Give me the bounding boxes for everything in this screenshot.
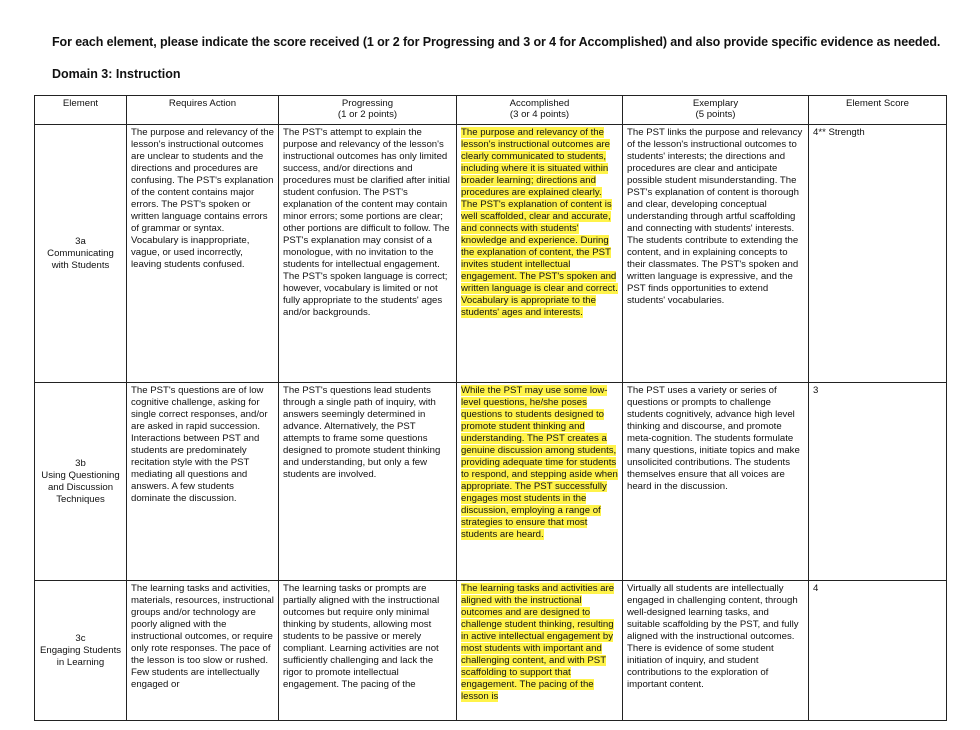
element-name: Using Questioning and Discussion Techniques xyxy=(41,469,120,505)
progressing-cell: The PST's attempt to explain the purpose and relevancy of the lesson's instructional outcomes has only limited success, and/or directions and procedures must be clarified after initial student confusion. The PST's explanation of the content may contain minor errors; some portions are clear; other portions are difficult to follow. The PST's explanation may consist of a monologue, with no invitation to the students for intellectual engagement. The PST's spoken language is correct; however, vocabulary is limited or not fully appropriate to the students' ages and/or backgrounds. xyxy=(279,125,457,383)
progressing-cell: The PST's questions lead students through a single path of inquiry, with answers seemingly determined in advance. Alternatively, the PST attempts to frame some questions designed to promote student thinking and understanding, but only a few students are involved. xyxy=(279,383,457,581)
header-requires-action: Requires Action xyxy=(127,96,279,125)
table-row xyxy=(35,581,947,721)
header-element-score: Element Score xyxy=(809,96,947,125)
requires-action-cell: The learning tasks and activities, materials, resources, instructional groups and/or technology are poorly aligned with the instructional outcomes, or require only rote responses. The pace of the lesson is too slow or rushed. Few students are intellectually engaged or xyxy=(127,581,279,721)
highlighted-text: While the PST may use some low-level questions, he/she poses questions to students designed to promote student thinking and understanding. The PST creates a genuine discussion among students, providing adequate time for students to respond, and stepping aside when appropriate. The PST successfully engages most students in the discussion, employing a range of strategies to ensure that most students are heard. xyxy=(461,385,618,540)
accomplished-cell xyxy=(457,581,623,721)
element-score-cell: 4** Strength xyxy=(809,125,947,383)
element-score-cell: 3 xyxy=(809,383,947,581)
header-progressing-points: (1 or 2 points) xyxy=(337,109,398,120)
progressing-cell: The learning tasks or prompts are partially aligned with the instructional outcomes but require only minimal thinking by students, allowing most students to be passive or merely compliant. Learning activities are not sufficiently challenging and lack the rigor to promote intellectual engagement. The pacing of the xyxy=(279,581,457,721)
element-cell xyxy=(35,581,127,721)
element-code: 3b xyxy=(75,457,86,469)
exemplary-cell: The PST links the purpose and relevancy of the lesson's instructional outcomes to students' interests; the directions and procedures are clear and anticipate possible student misunderstanding. The PST's explanation of content is thorough and clear, developing conceptual understanding through artful scaffolding and connecting with students' interests. The students contribute to extending the content, and in explaining concepts to their classmates. The PST's spoken and written language is expressive, and the PST finds opportunities to extend students' vocabularies. xyxy=(623,125,809,383)
element-score-cell: 4 xyxy=(809,581,947,721)
requires-action-cell: The purpose and relevancy of the lesson's instructional outcomes are unclear to students and the directions and procedures are confusing. The PST's explanation of the content contains major errors. The PST's spoken or written language contains errors of grammar or syntax. Vocabulary is inappropriate, vague, or used incorrectly, leaving students confused. xyxy=(127,125,279,383)
table-row xyxy=(35,125,947,383)
instructions-text: For each element, please indicate the score received (1 or 2 for Progressing and 3 or 4 for Accomplished) and also provide specific evidence as needed. xyxy=(52,35,941,49)
header-progressing: Progressing (1 or 2 points) xyxy=(279,96,457,125)
header-exemplary-points: (5 points) xyxy=(695,109,736,120)
header-accomplished-points: (3 or 4 points) xyxy=(509,109,570,120)
element-name: Communicating with Students xyxy=(47,247,114,271)
header-row xyxy=(35,96,947,125)
header-exemplary: Exemplary (5 points) xyxy=(623,96,809,125)
accomplished-cell xyxy=(457,383,623,581)
domain-title: Domain 3: Instruction xyxy=(52,67,181,81)
element-code: 3a xyxy=(75,235,86,247)
element-name: Engaging Students in Learning xyxy=(39,644,122,668)
header-element: Element xyxy=(35,96,127,125)
highlighted-text: The purpose and relevancy of the lesson's instructional outcomes are clearly communicated to students, including where it is situated within broader learning; directions and procedures are explained clearly. The PST's explanation of content is well scaffolded, clear and accurate, and connects with students' knowledge and experience. During the explanation of content, the PST invites student intellectual engagement. The PST's spoken and written language is clear and correct. Vocabulary is appropriate to the students' ages and interests. xyxy=(461,127,618,318)
exemplary-cell: The PST uses a variety or series of questions or prompts to challenge students cognitively, advance high level thinking and discourse, and promote meta-cognition. The students formulate many questions, initiate topics and make unsolicited contributions. The students themselves ensure that all voices are heard in the discussion. xyxy=(623,383,809,581)
highlighted-text: The learning tasks and activities are aligned with the instructional outcomes and are designed to challenge student thinking, resulting in active intellectual engagement by most students with important and challenging content, and with PST scaffolding to support that engagement. The pacing of the lesson is xyxy=(461,583,615,702)
table-row xyxy=(35,383,947,581)
exemplary-cell: Virtually all students are intellectually engaged in challenging content, through well-designed learning tasks, and suitable scaffolding by the PST, and fully aligned with the instructional outcomes. There is evidence of some student initiation of inquiry, and student contributions to the exploration of important content. xyxy=(623,581,809,721)
element-cell xyxy=(35,383,127,581)
header-accomplished: Accomplished (3 or 4 points) xyxy=(457,96,623,125)
element-code: 3c xyxy=(75,632,86,644)
element-cell xyxy=(35,125,127,383)
requires-action-cell: The PST's questions are of low cognitive challenge, asking for single correct responses, and/or are asked in rapid succession. Interactions between PST and students are predominately recitation style with the PST mediating all questions and answers. A few students dominate the discussion. xyxy=(127,383,279,581)
accomplished-cell xyxy=(457,125,623,383)
rubric-table xyxy=(34,95,947,721)
